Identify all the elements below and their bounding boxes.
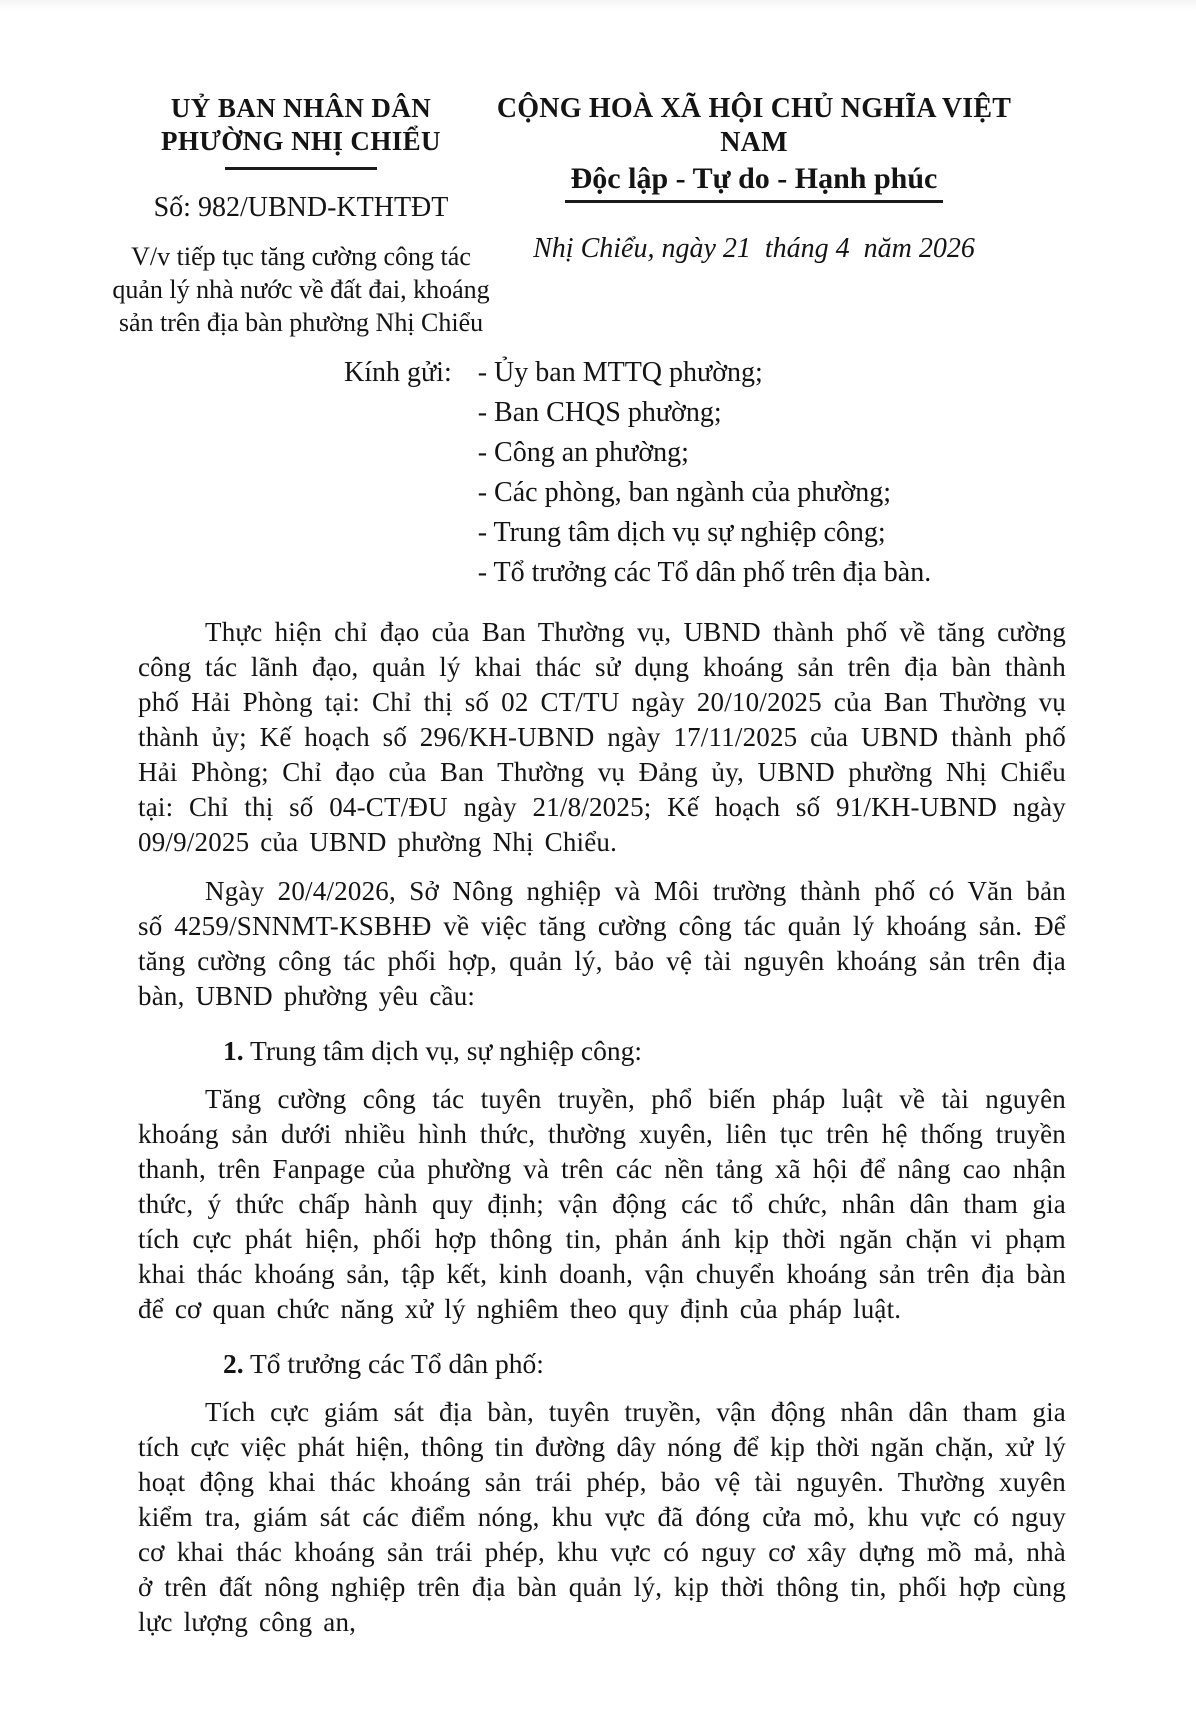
national-motto: Độc lập - Tự do - Hạnh phúc — [565, 160, 944, 203]
issuer-block — [112, 92, 490, 339]
national-motto-wrap — [490, 160, 1018, 203]
body-paragraph: Ngày 20/4/2026, Sở Nông nghiệp và Môi trường thành phố có Văn bản số 4259/SNNMT-KSBHĐ về việc tăng cường công tác quản lý khoáng sản. Để tăng cường công tác phối hợp, quản lý, bảo vệ tài nguyên khoáng sản trên địa bàn, UBND phường yêu cầu: — [138, 876, 1066, 1011]
section-heading-2 — [138, 1346, 1066, 1381]
issuer-underline — [225, 167, 377, 170]
recipient-list — [478, 353, 931, 593]
national-title: CỘNG HOÀ XÃ HỘI CHỦ NGHĨA VIỆT NAM — [496, 93, 1012, 158]
recipient-item: - Tổ trưởng các Tổ dân phố trên địa bàn. — [477, 557, 932, 588]
recipient-item: - Công an phường; — [477, 437, 689, 468]
document-subject — [112, 240, 490, 339]
salutation-label: Kính gửi: — [344, 357, 452, 388]
recipient-item: - Ban CHQS phường; — [477, 397, 722, 428]
section-number: 1. — [223, 1035, 244, 1066]
recipient-item: - Các phòng, ban ngành của phường; — [477, 477, 892, 508]
issuer-name-line2: PHƯỜNG NHỊ CHIỂU — [161, 126, 441, 156]
national-motto-block — [490, 92, 1018, 265]
issuer-name-line1: UỶ BAN NHÂN DÂN — [170, 93, 432, 123]
salutation-block — [344, 353, 1196, 593]
section-title: Tổ trưởng các Tổ dân phố: — [243, 1348, 544, 1379]
section-title: Trung tâm dịch vụ, sự nghiệp công: — [243, 1035, 642, 1066]
body-paragraph: Thực hiện chỉ đạo của Ban Thường vụ, UBND thành phố về tăng cường công tác lãnh đạo, quản lý khai thác sử dụng khoáng sản trên địa bàn thành phố Hải Phòng tại: Chỉ thị số 02 CT/TU ngày 20/10/2025 của Ban Thường vụ thành ủy; Kế hoạch số 296/KH-UBND ngày 17/11/2025 của UBND thành phố Hải Phòng; Chỉ đạo của Ban Thường vụ Đảng ủy, UBND phường Nhị Chiểu tại: Chỉ thị số 04-CT/ĐU ngày 21/8/2025; Kế hoạch số 91/KH-UBND ngày 09/9/2025 của UBND phường Nhị Chiểu. — [138, 617, 1066, 857]
section-body: Tích cực giám sát địa bàn, tuyên truyền, vận động nhân dân tham gia tích cực việc phát hiện, thông tin đường dây nóng để kịp thời ngăn chặn, xử lý hoạt động khai thác khoáng sản trái phép, bảo vệ tài nguyên. Thường xuyên kiểm tra, giám sát các điểm nóng, khu vực đã đóng cửa mỏ, khu vực có nguy cơ khai thác khoáng sản trái phép, khu vực có nguy cơ xây dựng mồ mả, nhà ở trên đất nông nghiệp trên địa bàn quản lý, kịp thời thông tin, phối hợp cùng lực lượng công an, — [138, 1397, 1066, 1637]
section-heading-1 — [138, 1033, 1066, 1068]
document-header — [0, 0, 1196, 339]
scan-top-edge — [0, 0, 1196, 10]
recipient-item: - Trung tâm dịch vụ sự nghiệp công; — [477, 517, 886, 548]
document-number: Số: 982/UBND-KTHTĐT — [153, 192, 449, 223]
subject-line2: quản lý nhà nước về đất đai, khoáng — [112, 275, 490, 304]
section-number: 2. — [223, 1348, 244, 1379]
section-body: Tăng cường công tác tuyên truyền, phổ biến pháp luật về tài nguyên khoáng sản dưới nhiều hình thức, thường xuyên, liên tục trên hệ thống truyền thanh, trên Fanpage của phường và trên các nền tảng xã hội để nâng cao nhận thức, ý thức chấp hành quy định; vận động các tổ chức, nhân dân tham gia tích cực phát hiện, phối hợp thông tin, phản ánh kịp thời ngăn chặn vi phạm khai thác khoáng sản, tập kết, kinh doanh, vận chuyển khoáng sản trên địa bàn để cơ quan chức năng xử lý nghiêm theo quy định của pháp luật. — [138, 1084, 1066, 1324]
document-body — [138, 615, 1066, 1640]
subject-line3: sản trên địa bàn phường Nhị Chiểu — [118, 308, 484, 337]
place-date-line: Nhị Chiểu, ngày 21 tháng 4 năm 2026 — [533, 233, 975, 264]
subject-line1: V/v tiếp tục tăng cường công tác — [131, 242, 471, 271]
recipient-item: - Ủy ban MTTQ phường; — [477, 357, 763, 388]
